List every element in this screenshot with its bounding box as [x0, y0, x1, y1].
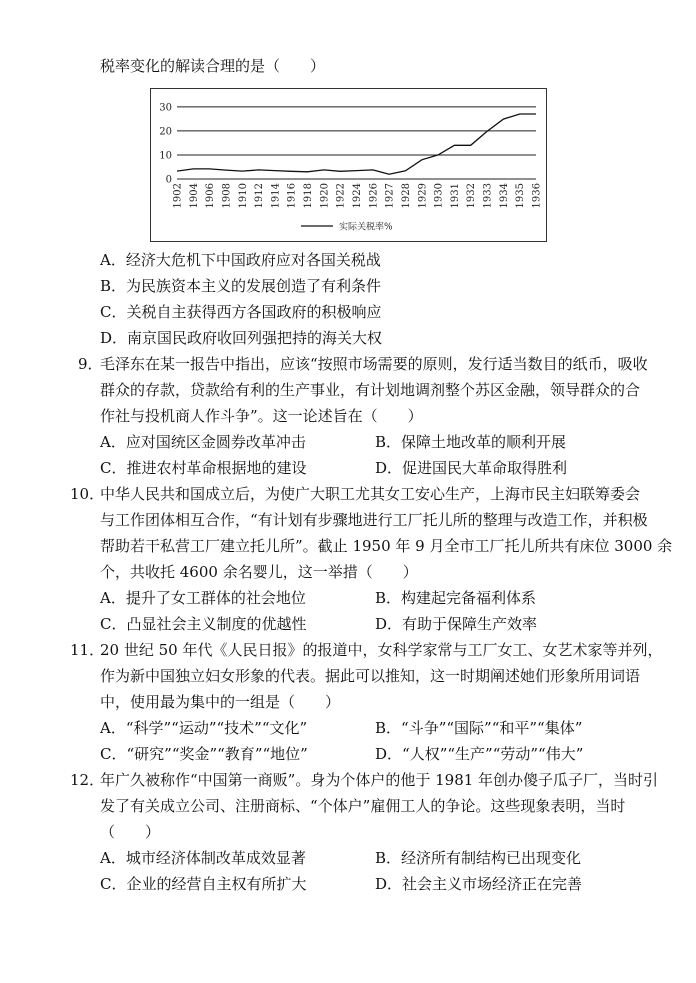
q12-number: 12． — [70, 771, 105, 789]
y-tick-label: 30 — [159, 102, 172, 114]
q8-option-a[interactable]: A．经济大危机下中国政府应对各国关税战 — [100, 251, 381, 269]
q11-option-b[interactable]: B．“斗争”“国际”“和平”“集体” — [375, 719, 583, 737]
q12-option-a[interactable]: A．城市经济体制改革成效显著 — [100, 849, 306, 867]
q9-option-a[interactable]: A．应对国统区金圆券改革冲击 — [100, 433, 306, 451]
q10-option-b[interactable]: B．构建起完备福利体系 — [375, 589, 537, 607]
q11-stem-line-3: 中，使用最为集中的一组是（ ） — [100, 693, 341, 711]
q10-stem-line-1: 中华人民共和国成立后，为使广大职工尤其女工安心生产，上海市民主妇联筹委会 — [100, 485, 641, 503]
q11-stem-line-2: 作为新中国独立妇女形象的代表。据此可以推知，这一时期阐述她们形象所用词语 — [100, 667, 641, 685]
x-tick-label: 1934 — [498, 183, 510, 209]
x-tick-label: 1914 — [270, 183, 282, 209]
x-tick-label: 1924 — [352, 183, 363, 209]
y-tick-label: 10 — [159, 150, 172, 162]
q9-stem-line-2: 群众的存款，贷款给有利的生产事业，有计划地调剂整个苏区金融，领导群众的合 — [100, 381, 641, 399]
q9-stem-line-1: 毛泽东在某一报告中指出，应该“按照市场需要的原则，发行适当数目的纸币，吸收 — [100, 355, 648, 373]
q12-stem-line-3: （ ） — [100, 823, 161, 841]
x-tick-label: 1902 — [172, 183, 184, 209]
x-tick-label: 1906 — [205, 183, 217, 209]
x-tick-label: 1918 — [303, 183, 315, 209]
x-tick-label: 1904 — [188, 183, 200, 209]
x-tick-label: 1910 — [237, 183, 249, 209]
x-tick-label: 1932 — [466, 183, 478, 209]
q8-option-b[interactable]: B．为民族资本主义的发展创造了有利条件 — [100, 277, 382, 295]
x-tick-label: 1912 — [254, 183, 266, 209]
q8-stem-tail: 税率变化的解读合理的是（ ） — [100, 57, 326, 75]
x-tick-label: 1908 — [221, 183, 233, 209]
q12-option-c[interactable]: C．企业的经营自主权有所扩大 — [100, 875, 307, 893]
x-tick-label: 1926 — [368, 183, 380, 209]
x-tick-label: 1933 — [482, 183, 494, 209]
chart-svg — [151, 89, 546, 241]
tariff-rate-chart — [150, 88, 547, 242]
q11-option-d[interactable]: D．“人权”“生产”“劳动”“伟大” — [375, 745, 584, 763]
x-tick-label: 1936 — [531, 183, 543, 209]
q12-stem-line-1: 年广久被称作“中国第一商贩”。身为个体户的他于 1981 年创办傻子瓜子厂，当时引 — [100, 771, 659, 789]
x-tick-label: 1931 — [449, 183, 461, 209]
q12-option-b[interactable]: B．经济所有制结构已出现变化 — [375, 849, 582, 867]
x-tick-label: 1935 — [515, 183, 527, 209]
x-tick-label: 1920 — [319, 183, 331, 209]
q10-stem-line-3: 帮助若干私营工厂建立托儿所”。截止 1950 年 9 月全市工厂托儿所共有床位 3000 余 — [100, 537, 673, 555]
y-tick-label: 0 — [165, 174, 172, 186]
x-tick-label: 1928 — [400, 183, 412, 209]
y-tick-label: 20 — [159, 126, 172, 138]
x-tick-label: 1930 — [433, 183, 445, 209]
q10-number: 10． — [70, 485, 105, 503]
q11-option-c[interactable]: C．“研究”“奖金”“教育”“地位” — [100, 745, 308, 763]
q10-stem-line-4: 个，共收托 4600 余名婴儿，这一举措（ ） — [100, 563, 418, 581]
q8-option-c[interactable]: C．关税自主获得西方各国政府的积极响应 — [100, 303, 382, 321]
q10-option-d[interactable]: D．有助于保障生产效率 — [375, 615, 538, 633]
q12-option-d[interactable]: D．社会主义市场经济正在完善 — [375, 875, 583, 893]
q10-option-a[interactable]: A．提升了女工群体的社会地位 — [100, 589, 306, 607]
q11-stem-line-1: 20 世纪 50 年代《人民日报》的报道中，女科学家常与工厂女工、女艺术家等并列， — [100, 641, 663, 659]
series-line — [177, 114, 536, 174]
x-tick-label: 1929 — [417, 183, 429, 209]
x-tick-label: 1916 — [286, 183, 298, 209]
q12-stem-line-2: 发了有关成立公司、注册商标、“个体户”雇佣工人的争论。这些现象表明，当时 — [100, 797, 626, 815]
q10-stem-line-2: 与工作团体相互合作，“有计划有步骤地进行工厂托儿所的整理与改造工作，并积极 — [100, 511, 648, 529]
q9-stem-line-3: 作社与投机商人作斗争”。这一论述旨在（ ） — [100, 407, 423, 425]
q8-option-d[interactable]: D．南京国民政府收回列强把持的海关大权 — [100, 329, 383, 347]
x-tick-label: 1922 — [335, 183, 347, 209]
q9-option-b[interactable]: B．保障土地改革的顺利开展 — [375, 433, 567, 451]
q11-number: 11． — [70, 641, 105, 659]
q9-number: 9． — [78, 355, 103, 373]
legend-label: 实际关税率% — [339, 222, 393, 233]
q9-option-c[interactable]: C．推进农村革命根据地的建设 — [100, 459, 307, 477]
q10-option-c[interactable]: C．凸显社会主义制度的优越性 — [100, 615, 307, 633]
q11-option-a[interactable]: A．“科学”“运动”“技术”“文化” — [100, 719, 308, 737]
q9-option-d[interactable]: D．促进国民大革命取得胜利 — [375, 459, 568, 477]
x-tick-label: 1927 — [384, 183, 396, 209]
